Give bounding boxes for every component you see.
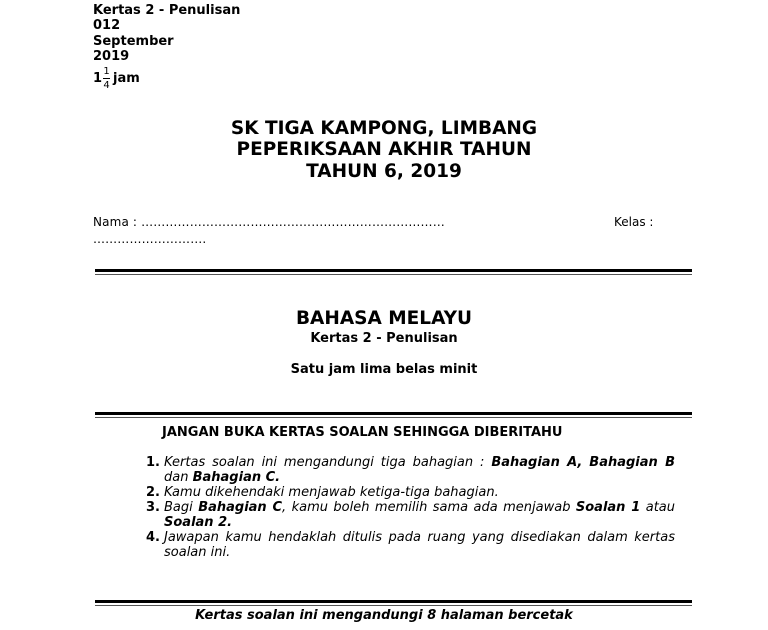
duration-fraction [103, 66, 110, 91]
paper-label: Kertas 2 - Penulisan [93, 3, 241, 18]
exam-title: PEPERIKSAAN AKHIR TAHUN [236, 139, 532, 160]
warning-text: JANGAN BUKA KERTAS SOALAN SEHINGGA DIBERITAHU [162, 425, 563, 440]
divider [95, 274, 692, 275]
class-dots: ………………………. [93, 232, 207, 246]
instructions-list [130, 455, 675, 560]
exam-year: 2019 [93, 49, 130, 64]
divider [95, 417, 692, 418]
list-item [130, 485, 675, 500]
duration-numerator: 1 [103, 66, 110, 77]
item-text: Kamu dikehendaki menjawab ketiga-tiga bahagian. [164, 485, 499, 500]
class-label: Kelas : [614, 215, 654, 229]
item-text: Kertas soalan ini mengandungi tiga bahagian : Bahagian A, Bahagian B dan Bahagian C. [164, 455, 676, 485]
subject-title: BAHASA MELAYU [295, 308, 473, 329]
item-number: 3. [146, 500, 160, 515]
item-text: Jawapan kamu hendaklah ditulis pada ruang yang disediakan dalam kertas soalan ini. [164, 530, 675, 560]
divider [95, 600, 692, 603]
list-item [130, 530, 675, 560]
candidate-name-field [93, 214, 445, 248]
duration-unit: jam [113, 71, 140, 86]
item-number: 4. [146, 530, 160, 545]
subject-paper: Kertas 2 - Penulisan [310, 331, 458, 346]
school-name: SK TIGA KAMPONG, LIMBANG [230, 118, 538, 139]
exam-month: September [93, 34, 174, 49]
name-label: Nama : ………………………………………………………………… [93, 215, 445, 229]
list-item [130, 500, 675, 530]
item-text: Bagi Bahagian C, kamu boleh memilih sama ada menjawab Soalan 1 atau Soalan 2. [164, 500, 676, 530]
list-item [130, 455, 675, 485]
divider [95, 269, 692, 272]
subject-duration: Satu jam lima belas minit [290, 362, 478, 377]
year-title: TAHUN 6, 2019 [306, 161, 462, 182]
footer-page-count: Kertas soalan ini mengandungi 8 halaman bercetak [195, 608, 573, 623]
duration-denominator: 4 [103, 80, 110, 91]
divider [95, 412, 692, 415]
duration [93, 66, 140, 91]
item-number: 2. [146, 485, 160, 500]
paper-code: 012 [93, 18, 121, 33]
item-number: 1. [146, 455, 160, 470]
divider [95, 605, 692, 606]
duration-whole: 1 [93, 71, 103, 86]
